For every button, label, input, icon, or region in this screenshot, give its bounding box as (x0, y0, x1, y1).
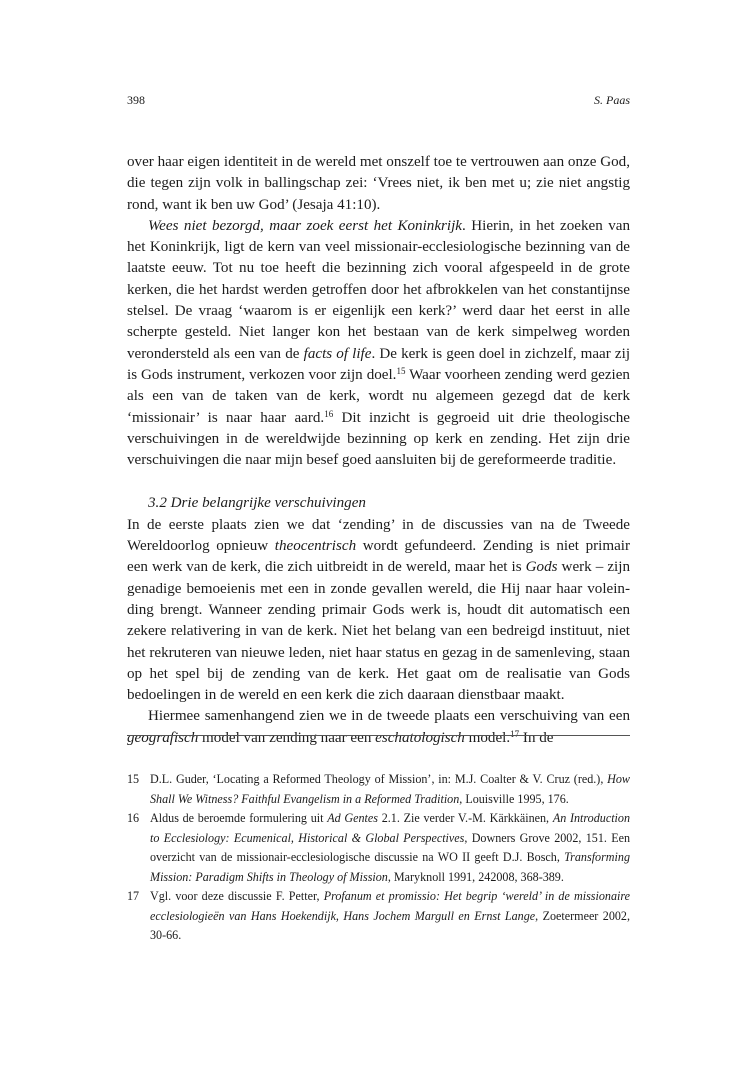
paragraph-4 (127, 706, 630, 749)
text-run: In de eerste plaats zien we dat ‘zending’ in de discussies van na de Tweede Wereldoorlog opnieuw (127, 516, 630, 555)
text-run: model. (464, 729, 511, 746)
text-run: 2.1. Zie verder V.-M. Kärkkäinen, (378, 811, 553, 825)
paragraph-3 (127, 515, 630, 707)
text-run: wordt gefundeerd. Zending is niet primair een werk van de kerk, die zich uitbreidt in de wereld, maar het is (127, 538, 630, 576)
running-header (127, 93, 630, 111)
running-author: S. Paas (594, 93, 630, 107)
text-run: , Maryknoll 1991, 242008, 368-389. (387, 869, 564, 884)
text-run: . De kerk is geen doel in zichzelf, maar zij is Gods instrument, verkozen voor zijn doel. (127, 345, 631, 383)
text-run: Vgl. voor deze discussie F. Petter, (150, 889, 324, 903)
text-run: Hiermee samenhangend zien we in de tweede plaats een verschuiving van een (148, 708, 630, 725)
footnote-16 (127, 809, 630, 887)
italic-title: How Shall We Witness? Faithful Evangelism in a Reformed Tradition (150, 772, 630, 806)
italic-term: Gods (525, 559, 558, 576)
page-number: 398 (127, 93, 145, 107)
text-run: In de (519, 729, 554, 746)
italic-term: facts of life (303, 345, 372, 362)
paragraph-2 (127, 216, 630, 472)
italic-term: eschatologisch (375, 729, 465, 746)
italic-title: An Introduction to Ecclesiology: Ecumenical, Historical & Global Perspectives (150, 811, 631, 845)
footnote-ref-17[interactable]: 17 (510, 728, 520, 739)
text-run: , Downers Grove 2002, 151. Een overzicht van de missionair-ecclesiologische discussie na WO II geeft D.J. Bosch, (150, 830, 630, 864)
text-run: D.L. Guder, ‘Locating a Reformed Theology of Mission’, in: M.J. Coalter & V. Cruz (red.), (150, 772, 608, 786)
footnote-number: 17 (127, 889, 140, 903)
section-heading: 3.2 Drie belangrijke verschuivingen (148, 495, 366, 512)
text-run: , Louisville 1995, 176. (459, 791, 569, 806)
italic-title: Ad Gentes (327, 811, 378, 825)
text-run: , Zoetermeer 2002, 30-66. (150, 908, 630, 942)
italic-lead: Wees niet bezorgd, maar zoek eerst het Koninkrijk (148, 217, 463, 234)
footnote-15 (127, 770, 630, 809)
text-run: Dit inzicht is gegroeid uit drie theologische verschuivingen in de wereldwijde bezinning op kerk en zending. Het zijn drie verschuivingen die naar mijn besef goed aansluiten bij de gereformeerde traditie. (127, 409, 630, 469)
text-run: . Hierin, in het zoeken van het Koninkrijk, ligt de kern van veel missionair-ecclesiologische bezinning van de laatste eeuw. Tot nu toe heeft die bezinning zich vooral afgespeeld in de grote kerken, die het hardst werden getroffen door het afbrokkelen van het constantijnse stelsel. De vraag ‘waarom is er eigenlijk een kerk?’ werd daar het eerst in alle scherpte gesteld. Niet langer kon het bestaan van de kerk simpelweg worden verondersteld als een van de (127, 217, 631, 362)
italic-title: Profanum et promissio: Het begrip ‘wereld’ in de missionaire ecclesiologieën van Hans Hoekendijk, Hans Jochem Margull en Ernst Lange (150, 889, 630, 923)
footnote-17 (127, 887, 630, 946)
footnote-ref-16[interactable]: 16 (324, 408, 334, 419)
italic-term: theocentrisch (274, 538, 357, 555)
text-run: Waar voorheen zending werd gezien als een van de taken van de kerk, wordt nu algemeen gezegd dat de kerk ‘missionair’ is naar haar aard. (127, 366, 630, 426)
footnotes (127, 770, 630, 946)
footnote-number: 16 (127, 811, 140, 825)
body-text (127, 152, 630, 749)
footnote-ref-15[interactable]: 15 (396, 365, 406, 376)
text-run: werk – zijn genadige bemoeienis met een in zonde gevallen wereld, die Hij naar haar voleinding brengt. Wanneer zending primair Gods werk is, houdt dit automatisch een zekere relativering in van de kerk. Niet het belang van een bedreigd instituut, niet het rekruteren van nieuwe leden, niet haar status en gezag in de samenleving, staan op het spel bij de zending van de kerk. Het gaat om de realisatie van Gods bedoelingen in de wereld en een kerk die zich daaraan dienstbaar maakt. (127, 559, 630, 704)
paragraph-1: over haar eigen identiteit in de wereld met onszelf toe te vertrouwen aan onze God, die tegen zijn volk in ballingschap zei: ‘Vrees niet, ik ben met u; zie niet angstig rond, want ik ben uw God’ (Jesaja 41:10). (127, 154, 630, 213)
italic-term: geografisch (127, 729, 199, 746)
text-run: Aldus de beroemde formulering uit (150, 811, 328, 825)
footnote-number: 15 (127, 772, 140, 786)
text-run: model van zending naar een (198, 729, 376, 746)
italic-title: Transforming Mission: Paradigm Shifts in Theology of Mission (150, 850, 630, 884)
footnote-separator (127, 735, 630, 736)
